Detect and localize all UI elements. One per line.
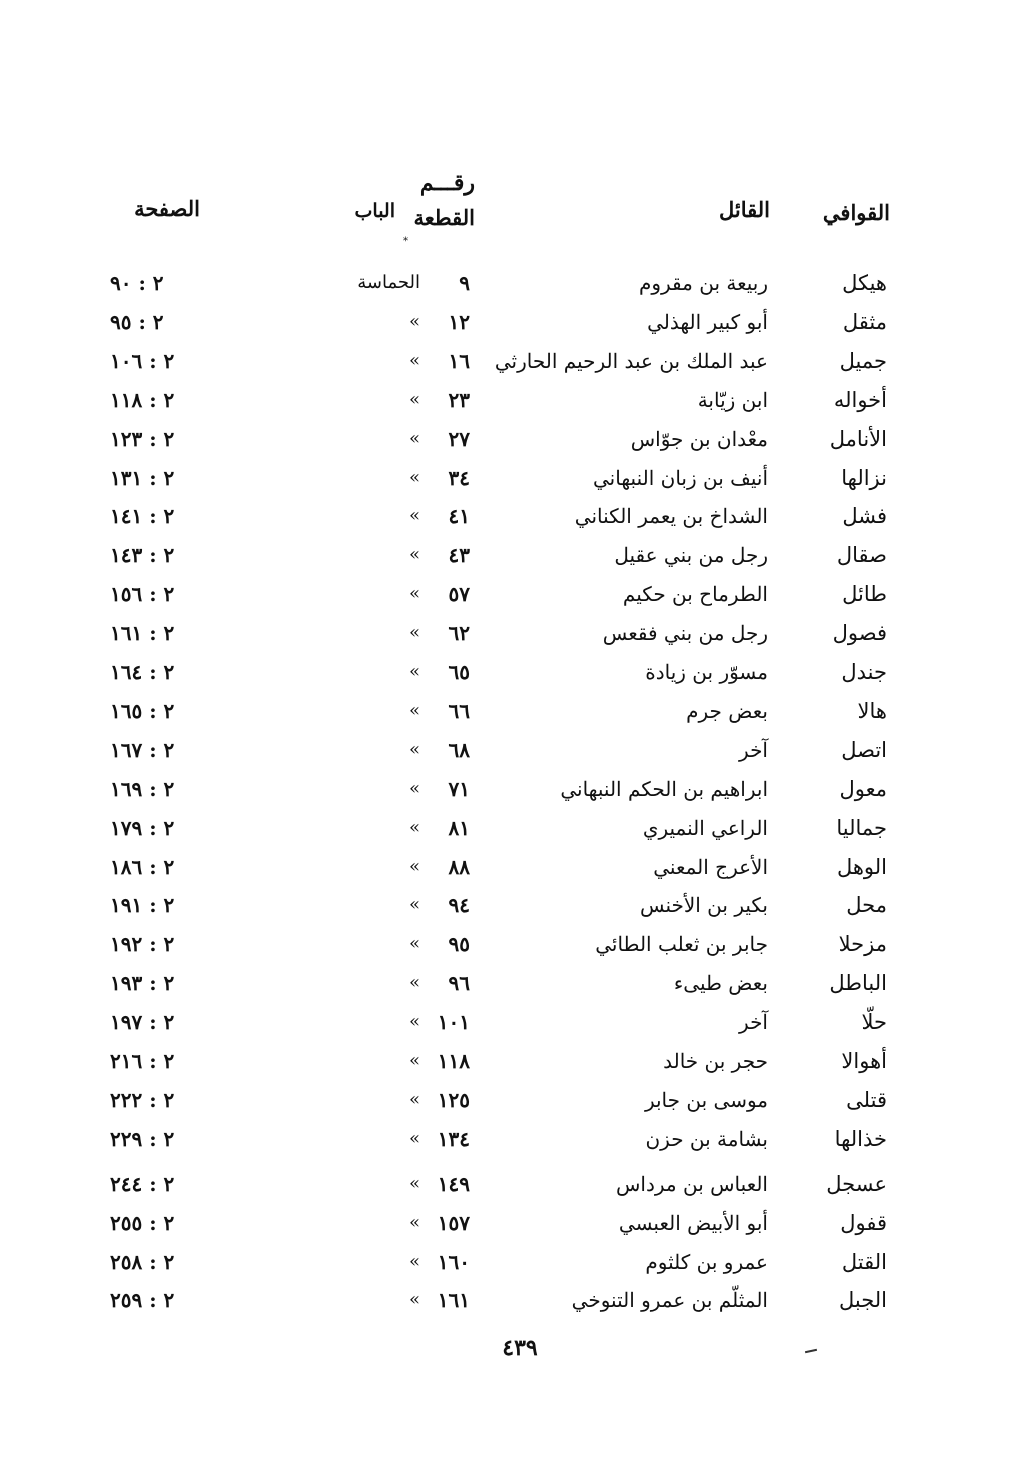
header-asterisk: * xyxy=(403,236,408,247)
chapter-cell: » xyxy=(408,777,420,799)
table-row xyxy=(0,692,1020,730)
table-row xyxy=(0,653,1020,691)
page-ref-cell: ٢ : ٩٠ xyxy=(110,271,164,295)
table-row xyxy=(0,925,1020,963)
rhyme-cell: قتلى xyxy=(846,1087,887,1112)
page-ref-cell: ٢ : ١٤١ xyxy=(110,504,175,529)
table-row xyxy=(0,886,1020,924)
chapter-cell: » xyxy=(408,1172,420,1194)
rhyme-cell: جندل xyxy=(841,660,887,684)
table-row xyxy=(0,459,1020,497)
poet-cell: آخر xyxy=(739,737,768,762)
chapter-cell: » xyxy=(408,1250,420,1272)
chapter-cell: » xyxy=(408,544,420,566)
rhyme-cell: الأنامل xyxy=(829,426,887,451)
rhyme-cell: أهوالا xyxy=(841,1049,887,1073)
rhyme-cell: فشل xyxy=(842,504,887,529)
page-ref-cell: ٢ : ١٦٤ xyxy=(110,660,175,684)
piece-number-cell: ٥٧ xyxy=(448,582,470,607)
piece-number-cell: ١٣٤ xyxy=(437,1126,470,1151)
piece-number-cell: ٦٦ xyxy=(448,698,470,723)
table-row xyxy=(0,342,1020,380)
chapter-cell: » xyxy=(408,388,420,410)
rhyme-cell: أخواله xyxy=(833,387,887,412)
piece-number-cell: ٤٣ xyxy=(448,543,470,568)
rhyme-cell: الوهل xyxy=(836,854,887,879)
poet-cell: العباس بن مرداس xyxy=(616,1171,768,1196)
piece-number-cell: ٩٥ xyxy=(448,932,470,957)
table-row xyxy=(0,264,1020,302)
header-number: رقـــم xyxy=(419,170,475,196)
piece-number-cell: ٩٤ xyxy=(448,893,470,918)
table-row xyxy=(0,1003,1020,1041)
page-ref-cell: ٢ : ١٨٦ xyxy=(110,854,175,879)
piece-number-cell: ٩٦ xyxy=(448,971,470,996)
page-ref-cell: ٢ : ٢٥٥ xyxy=(110,1210,175,1235)
piece-number-cell: ١٢ xyxy=(448,309,470,334)
table-row xyxy=(0,575,1020,613)
poet-cell: آخر xyxy=(739,1010,768,1035)
page-ref-cell: ٢ : ١٦٧ xyxy=(110,737,175,762)
table-row xyxy=(0,381,1020,419)
table-row xyxy=(0,1042,1020,1080)
piece-number-cell: ٣٤ xyxy=(448,465,470,490)
chapter-cell: » xyxy=(408,622,420,644)
chapter-cell: » xyxy=(408,1211,420,1233)
poet-cell: الأعرج المعني xyxy=(653,854,768,879)
rhyme-cell: محل xyxy=(846,893,887,918)
poet-cell: رجل من بني عقيل xyxy=(614,543,768,568)
poet-cell: المثلّم بن عمرو التنوخي xyxy=(571,1288,768,1313)
header-rhymes: القوافي xyxy=(822,200,890,225)
poet-cell: عبد الملك بن عبد الرحيم الحارثي xyxy=(494,348,768,373)
chapter-cell: » xyxy=(408,933,420,955)
piece-number-cell: ٤١ xyxy=(448,504,470,529)
chapter-cell: » xyxy=(408,1127,420,1149)
piece-number-cell: ٦٥ xyxy=(448,660,470,684)
chapter-cell: » xyxy=(408,1011,420,1033)
piece-number-cell: ٨٨ xyxy=(448,854,470,879)
piece-number-cell: ٢٣ xyxy=(448,387,470,412)
poet-cell: بكير بن الأخنس xyxy=(639,893,768,918)
page-ref-cell: ٢ : ٢٥٩ xyxy=(110,1288,175,1313)
piece-number-cell: ٦٨ xyxy=(448,737,470,762)
poet-cell: أبو الأبيض العبسي xyxy=(618,1210,768,1235)
piece-number-cell: ١٦٠ xyxy=(437,1249,470,1274)
table-row xyxy=(0,809,1020,847)
page-ref-cell: ٢ : ١٧٩ xyxy=(110,815,175,840)
chapter-cell: » xyxy=(408,1289,420,1311)
rhyme-cell: حلّا xyxy=(861,1010,887,1035)
rhyme-cell: قفول xyxy=(840,1210,887,1235)
piece-number-cell: ٩ xyxy=(459,271,470,295)
piece-number-cell: ١٢٥ xyxy=(437,1087,470,1112)
rhyme-cell: فصول xyxy=(832,621,887,646)
rhyme-cell: مزحلا xyxy=(838,932,887,957)
chapter-cell: » xyxy=(408,1050,420,1071)
table-row xyxy=(0,536,1020,574)
poet-cell: أنيف بن زبان النبهاني xyxy=(593,465,768,490)
piece-number-cell: ١٤٩ xyxy=(437,1171,470,1196)
rhyme-cell: الباطل xyxy=(829,971,887,996)
piece-number-cell: ٨١ xyxy=(448,815,470,840)
rhyme-cell: معول xyxy=(839,776,887,801)
poet-cell: حجر بن خالد xyxy=(663,1049,768,1073)
page-ref-cell: ٢ : ١٦١ xyxy=(110,621,175,646)
header-poet: القائل xyxy=(718,197,770,222)
piece-number-cell: ٢٧ xyxy=(448,426,470,451)
table-row xyxy=(0,848,1020,886)
page-ref-cell: ٢ : ٩٥ xyxy=(110,309,164,334)
page-ref-cell: ٢ : ٢١٦ xyxy=(110,1049,175,1073)
poet-cell: بعض جرم xyxy=(686,698,768,723)
rhyme-cell: هيكل xyxy=(842,271,887,295)
piece-number-cell: ١٦ xyxy=(448,348,470,373)
rhyme-cell: القتل xyxy=(841,1249,887,1274)
table-row xyxy=(0,770,1020,808)
chapter-cell: » xyxy=(408,349,420,371)
page-ref-cell: ٢ : ٢٢٢ xyxy=(110,1087,175,1112)
chapter-cell: » xyxy=(408,1088,420,1110)
table-row xyxy=(0,1165,1020,1203)
chapter-cell: » xyxy=(408,310,420,332)
chapter-cell: » xyxy=(408,972,420,994)
piece-number-cell: ١٥٧ xyxy=(437,1210,470,1235)
page-ref-cell: ٢ : ١٩١ xyxy=(110,893,175,918)
chapter-cell: » xyxy=(408,816,420,838)
piece-number-cell: ١٦١ xyxy=(437,1288,470,1313)
rhyme-cell: نزالها xyxy=(841,465,887,490)
header-page: الصفحة xyxy=(134,196,200,221)
table-row xyxy=(0,614,1020,652)
chapter-cell: » xyxy=(408,894,420,916)
poet-cell: جابر بن ثعلب الطائي xyxy=(595,932,768,957)
page-ref-cell: ٢ : ١٥٦ xyxy=(110,582,175,607)
piece-number-cell: ١٠١ xyxy=(437,1010,470,1035)
piece-number-cell: ٦٢ xyxy=(448,621,470,646)
chapter-cell: » xyxy=(408,427,420,449)
rhyme-cell: جميل xyxy=(839,348,887,373)
piece-number-cell: ٧١ xyxy=(448,776,470,801)
poet-cell: الشداخ بن يعمر الكناني xyxy=(574,504,768,529)
rhyme-cell: جماليا xyxy=(836,815,887,840)
chapter-cell: » xyxy=(408,505,420,527)
poet-cell: موسى بن جابر xyxy=(644,1087,768,1112)
rhyme-cell: اتصل xyxy=(841,737,887,762)
rhyme-cell: الجبل xyxy=(838,1288,887,1313)
poet-cell: الطرماح بن حكيم xyxy=(622,582,768,607)
poet-cell: مسوّر بن زيادة xyxy=(645,660,768,684)
table-row xyxy=(0,964,1020,1002)
table-row xyxy=(0,1281,1020,1319)
rhyme-cell: خذالها xyxy=(834,1126,887,1151)
rhyme-cell: طائل xyxy=(842,582,887,607)
poet-cell: عمرو بن كلثوم xyxy=(645,1249,768,1274)
poet-cell: رجل من بني فقعس xyxy=(602,621,768,646)
header-chapter: الباب xyxy=(354,200,395,222)
chapter-cell: » xyxy=(408,699,420,721)
chapter-cell: » xyxy=(408,466,420,488)
poet-cell: بشامة بن حزن xyxy=(645,1126,768,1151)
page-ref-cell: ٢ : ١٩٣ xyxy=(110,971,175,996)
chapter-cell: » xyxy=(408,855,420,877)
page-number: ٤٣٩ xyxy=(502,1335,538,1361)
page-ref-cell: ٢ : ٢٤٤ xyxy=(110,1171,175,1196)
poet-cell: الراعي النميري xyxy=(642,815,768,840)
poet-cell: ابراهيم بن الحكم النبهاني xyxy=(560,776,768,801)
page-ref-cell: ٢ : ١٩٢ xyxy=(110,932,175,957)
table-row xyxy=(0,1120,1020,1158)
page-ref-cell: ٢ : ٢٥٨ xyxy=(110,1249,175,1274)
poet-cell: معْدان بن جوّاس xyxy=(630,426,768,451)
page-ref-cell: ٢ : ١٢٣ xyxy=(110,426,175,451)
page-ref-cell: ٢ : ٢٢٩ xyxy=(110,1126,175,1151)
page-ref-cell: ٢ : ١٩٧ xyxy=(110,1010,175,1035)
table-row xyxy=(0,497,1020,535)
page-ref-cell: ٢ : ١٦٥ xyxy=(110,698,175,723)
page-ref-cell: ٢ : ١٤٣ xyxy=(110,543,175,568)
page-ref-cell: ٢ : ١٦٩ xyxy=(110,776,175,801)
table-row xyxy=(0,1081,1020,1119)
table-row xyxy=(0,1204,1020,1242)
piece-number-cell: ١١٨ xyxy=(437,1049,470,1073)
chapter-cell: » xyxy=(408,583,420,605)
rhyme-cell: صقال xyxy=(836,543,887,568)
rhyme-cell: عسجل xyxy=(826,1171,887,1196)
table-row xyxy=(0,731,1020,769)
table-row xyxy=(0,420,1020,458)
rhyme-cell: مثقل xyxy=(842,309,887,334)
chapter-cell: » xyxy=(408,661,420,682)
margin-mark xyxy=(805,1349,817,1353)
poet-cell: ابن زيّابة xyxy=(697,387,768,412)
header-piece: القطعة xyxy=(413,205,475,230)
poet-cell: بعض طيىء xyxy=(673,971,768,996)
chapter-cell: الحماسة xyxy=(357,272,420,293)
page-ref-cell: ٢ : ١٠٦ xyxy=(110,348,175,373)
page-ref-cell: ٢ : ١٣١ xyxy=(110,465,175,490)
poet-cell: أبو كبير الهذلي xyxy=(647,309,768,334)
rhyme-cell: هالا xyxy=(857,698,887,723)
poet-cell: ربيعة بن مقروم xyxy=(638,271,768,295)
table-row xyxy=(0,1243,1020,1281)
page-ref-cell: ٢ : ١١٨ xyxy=(110,387,175,412)
table-row xyxy=(0,303,1020,341)
chapter-cell: » xyxy=(408,738,420,760)
